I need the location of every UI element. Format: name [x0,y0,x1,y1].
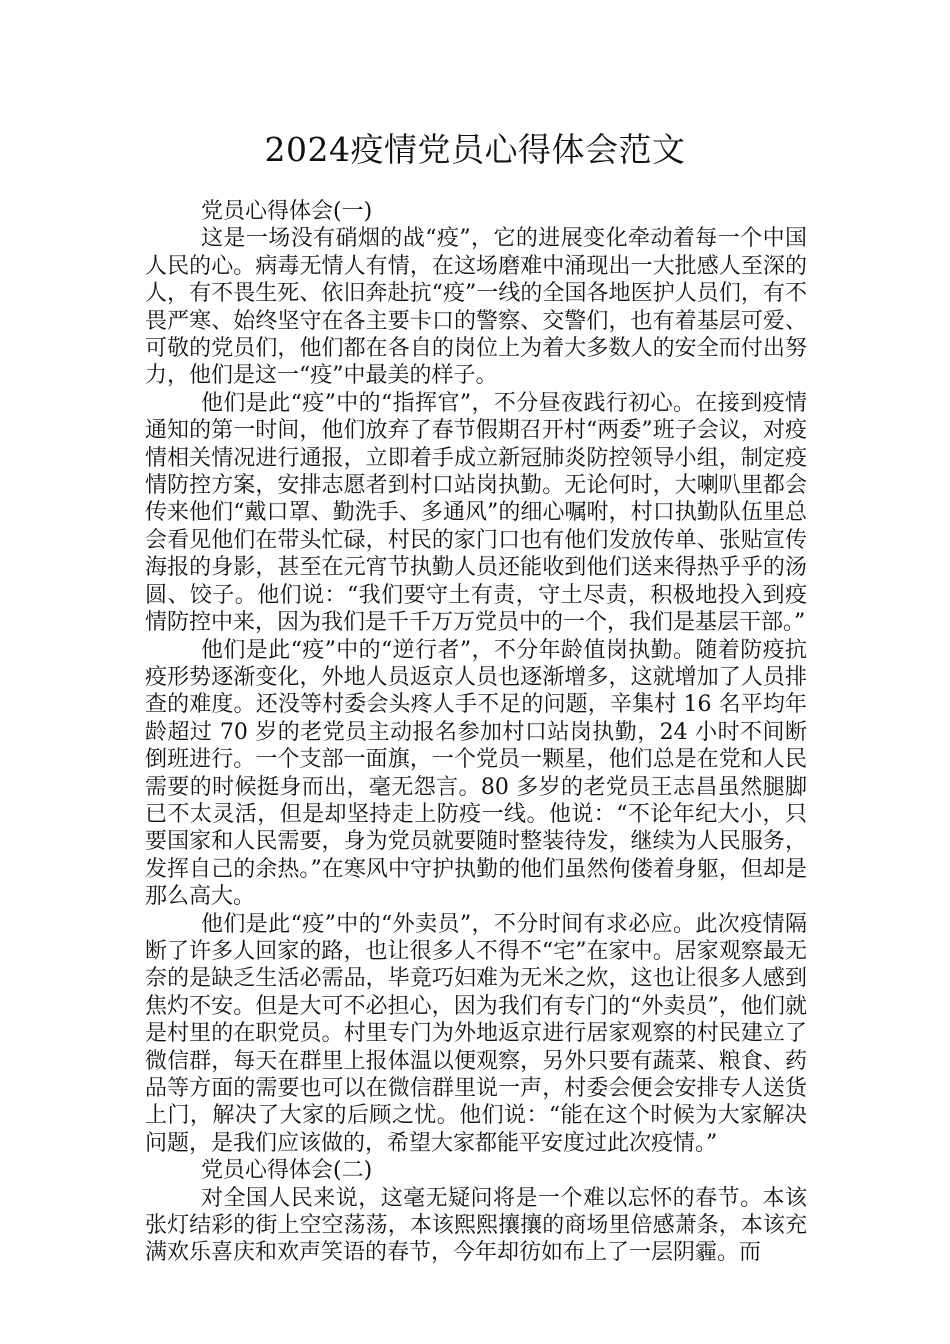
paragraph: 对全国人民来说，这毫无疑问将是一个难以忘怀的春节。本该张灯结彩的街上空空荡荡，本该熙熙攘攘的商场里倍感萧条，本该充满欢乐喜庆和欢声笑语的春节，今年却彷如布上了一层阴霾。而 [145,1185,807,1266]
paragraph: 他们是此“疫”中的“逆行者”，不分年龄值岗执勤。随着防疫抗疫形势逐渐变化，外地人员返京人员也逐渐增多，这就增加了人员排查的难度。还没等村委会头疼人手不足的问题，辛集村 16 名平均年龄超过 70 岁的老党员主动报名参加村口站岗执勤，24 小时不间断倒班进行。一个支部一面旗，一个党员一颗星，他们总是在党和人民需要的时候挺身而出，毫无怨言。80 多岁的老党员王志昌虽然腿脚已不太灵活，但是却坚持走上防疫一线。他说：“不论年纪大小，只要国家和人民需要，身为党员就要随时整装待发，继续为人民服务，发挥自己的余热。”在寒风中守护执勤的他们虽然佝偻着身躯，但却是那么高大。 [145,637,807,910]
section-heading-1: 党员心得体会(一) [201,199,373,224]
paragraph: 这是一场没有硝烟的战“疫”，它的进展变化牵动着每一个中国人民的心。病毒无情人有情，在这场磨难中涌现出一大批感人至深的人，有不畏生死、依旧奔赴抗“疫”一线的全国各地医护人员们，有不畏严寒、始终坚守在各主要卡口的警察、交警们，也有着基层可爱、可敬的党员们，他们都在各自的岗位上为着大多数人的安全而付出努力，他们是这一“疫”中最美的样子。 [145,226,807,389]
document-body [145,198,807,1267]
paragraph: 他们是此“疫”中的“外卖员”，不分时间有求必应。此次疫情隔断了许多人回家的路，也让很多人不得不“宅”在家中。居家观察最无奈的是缺乏生活必需品，毕竟巧妇难为无米之炊，这也让很多人感到焦灼不安。但是大可不必担心，因为我们有专门的“外卖员”，他们就是村里的在职党员。村里专门为外地返京进行居家观察的村民建立了微信群，每天在群里上报体温以便观察，另外只要有蔬菜、粮食、药品等方面的需要也可以在微信群里说一声，村委会便会安排专人送货上门，解决了大家的后顾之忧。他们说：“能在这个时候为大家解决问题，是我们应该做的，希望大家都能平安度过此次疫情。” [145,911,807,1156]
paragraph: 他们是此“疫”中的“指挥官”，不分昼夜践行初心。在接到疫情通知的第一时间，他们放弃了春节假期召开村“两委”班子会议，对疫情相关情况进行通报，立即着手成立新冠肺炎防控领导小组，制定疫情防控方案，安排志愿者到村口站岗执勤。无论何时，大喇叭里都会传来他们“戴口罩、勤洗手、多通风”的细心嘱咐，村口执勤队伍里总会看见他们在带头忙碌，村民的家门口也有他们发放传单、张贴宣传海报的身影，甚至在元宵节执勤人员还能收到他们送来得热乎乎的汤圆、饺子。他们说：“我们要守土有责，守土尽责，积极地投入到疫情防控中来，因为我们是千千万万党员中的一个，我们是基层干部。” [145,390,807,636]
document-title: 2024疫情党员心得体会范文 [264,130,686,169]
section-heading-2: 党员心得体会(二) [201,1158,373,1184]
